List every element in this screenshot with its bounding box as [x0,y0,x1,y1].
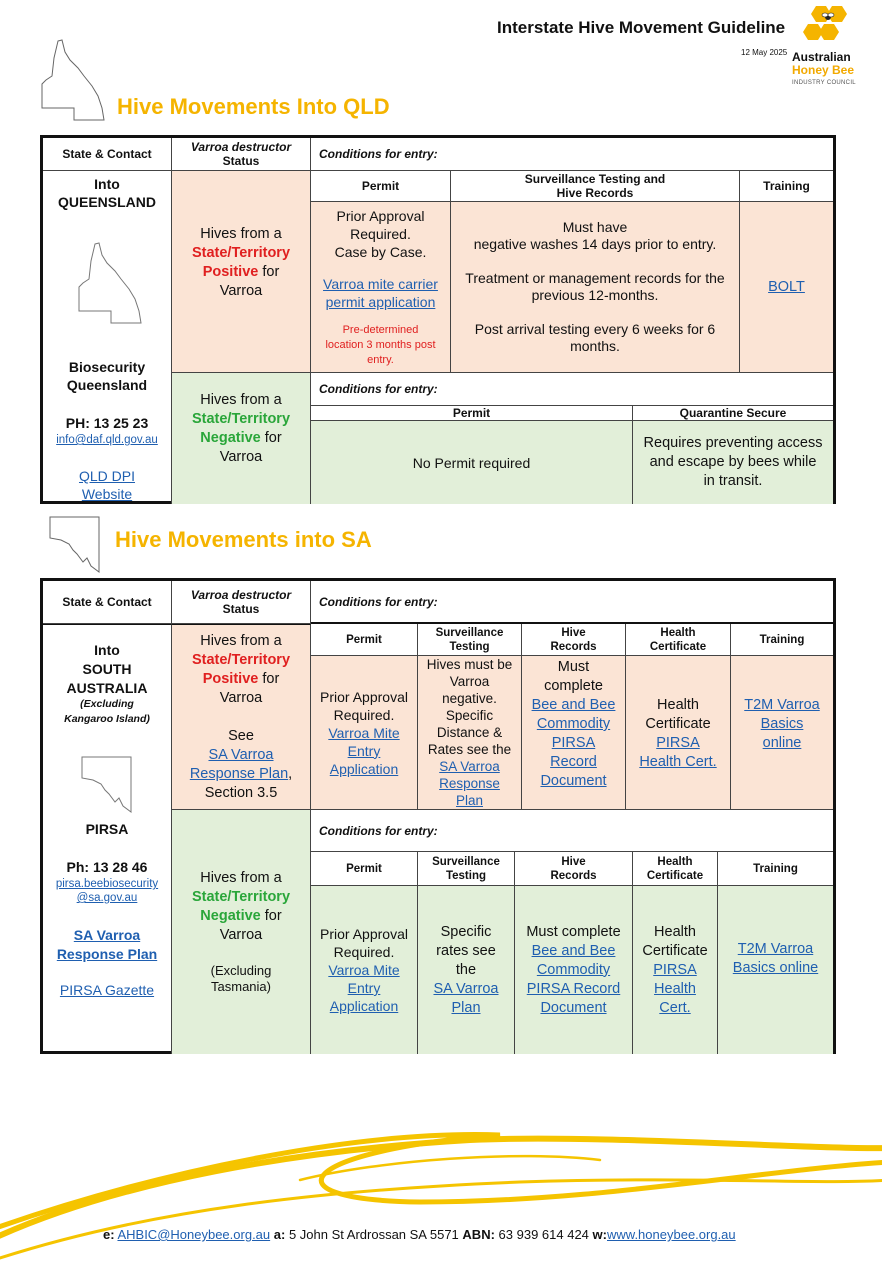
logo-text [792,51,856,90]
sa-neg-health-line1: Health [654,923,696,940]
qld-pos-head-permit-text: Permit [361,179,400,193]
sa-neg-permit [311,886,418,1054]
sa-pos-head-surv-line2: Testing [449,640,490,653]
sa-state-into: Into [94,642,120,658]
qld-agency-line1: Biosecurity [68,359,146,375]
qld-head-conditions-text: Conditions for entry: [319,147,438,161]
qld-pos-head-surveillance [451,171,740,202]
footer-email-link[interactable]: AHBIC@Honeybee.org.au [117,1227,271,1242]
sa-pos-health-line2: Certificate [645,716,711,732]
sa-pos-training-link-line3[interactable]: online [762,735,802,751]
qld-phone: PH: 13 25 23 [65,415,149,431]
qld-head-varroa [172,138,311,171]
qld-pos-surv-line4: previous 12-months. [531,287,659,303]
sa-pos-state-territory: State/Territory [191,651,291,668]
qld-neg-state-territory: State/Territory [191,411,291,427]
qld-pos-permit-line3: Case by Case. [334,243,427,260]
sa-neg-permit-line1: Prior Approval [320,926,408,942]
sa-pos-varroa: Varroa [219,689,263,706]
qld-pos-permit-note-line3: entry. [367,353,394,366]
qld-pos-surv-line3: Treatment or management records for the [465,270,725,286]
qld-website-link-line2[interactable]: Website [81,486,133,502]
sa-neg-records-link-line2[interactable]: Commodity [536,961,611,978]
qld-pos-surv-line2: negative washes 14 days prior to entry. [473,236,717,252]
sa-pos-records-link-line4[interactable]: Record [550,754,597,770]
qld-neg-permit-text: No Permit required [412,454,531,471]
sa-plan-link-line2[interactable]: Response Plan [56,946,158,962]
qld-head-state-text: State & Contact [62,147,152,161]
sa-neg-text1: Hives from a [200,870,282,886]
sa-pos-surv-link-line3[interactable]: Plan [455,793,484,808]
footer-address-label: a: [273,1227,286,1242]
sa-pos-records-link-line3[interactable]: PIRSA [551,735,596,751]
sa-pos-health-link-line2[interactable]: Health Cert. [639,754,717,770]
sa-pos-permit-link-line2[interactable]: Entry [347,742,381,759]
sa-neg-surveillance [418,886,515,1054]
qld-pos-text1: Hives from a [200,226,282,242]
qld-table [40,135,836,504]
sa-head-conditions [311,581,833,624]
sa-pos-head-records [522,624,626,656]
qld-pos-head-surv-line2: Hive Records [556,186,634,200]
sa-pos-training-link-line1[interactable]: T2M Varroa [744,697,820,713]
queensland-outline-icon [38,38,106,124]
qld-pos-for-word: for [258,264,280,280]
sa-pos-records-line1: Must [557,659,590,675]
footer-web-link[interactable]: www.honeybee.org.au [607,1227,736,1242]
sa-neg-excluding-line2: Tasmania) [211,979,271,994]
sa-head-state-text: State & Contact [62,595,152,609]
footer-address: 5 John St Ardrossan SA 5571 [288,1227,459,1242]
sa-email-link-line2[interactable]: @sa.gov.au [76,892,138,904]
sa-state-name-line2: AUSTRALIA [66,680,148,696]
qld-pos-state-territory: State/Territory [191,245,291,261]
south-australia-map-icon [79,754,135,816]
logo-line3: INDUSTRY COUNCIL [792,80,856,86]
sa-neg-surv-link-line2[interactable]: Plan [451,999,481,1016]
sa-head-state [43,581,172,624]
qld-neg-head-permit-text: Permit [452,406,491,420]
qld-neg-negative-word: Negative [200,430,261,446]
sa-pos-plan-link-line1[interactable]: SA Varroa [208,746,274,763]
sa-neg-varroa: Varroa [219,927,263,943]
footer-abn: 63 939 614 424 [498,1227,589,1242]
sa-pos-surv-line6: Rates see the [427,742,512,757]
sa-pos-health-link-line1[interactable]: PIRSA [656,735,700,751]
sa-pos-head-surv-line1: Surveillance [435,626,504,639]
sa-neg-head-training-text: Training [753,862,798,875]
sa-neg-conditions-text: Conditions for entry: [319,823,438,838]
qld-neg-permit [311,421,633,504]
sa-neg-training-link-line2[interactable]: Basics online [732,960,819,976]
qld-pos-surveillance [451,202,740,373]
sa-gazette-link[interactable]: PIRSA Gazette [59,982,155,998]
qld-state-name: QUEENSLAND [57,194,156,210]
sa-state-contact [43,624,172,1054]
sa-neg-health [633,886,718,1054]
qld-neg-quarantine-line1: Requires preventing access [643,435,823,451]
sa-neg-permit-line2: Required. [333,944,395,960]
sa-neg-head-permit-text: Permit [346,862,382,875]
sa-neg-records [515,886,633,1054]
sa-neg-head-records-line2: Records [550,869,597,882]
sa-pos-head-permit [311,624,418,656]
logo-line1: Australian [792,50,851,64]
sa-pos-head-permit-text: Permit [346,633,382,646]
qld-neg-conditions-text: Conditions for entry: [319,382,438,396]
qld-neg-head-quarantine-text: Quarantine Secure [679,406,787,420]
sa-neg-records-link-line4[interactable]: Document [540,999,607,1016]
queensland-map-icon [75,241,143,327]
sa-neg-head-health-line2: Certificate [646,869,704,882]
qld-state-contact [43,171,172,504]
sa-pos-records-link-line5[interactable]: Document [540,773,607,789]
qld-state-into: Into [94,176,120,192]
sa-neg-surv-line1: Specific [440,923,492,940]
sa-pos-head-health [626,624,731,656]
sa-pos-health [626,656,731,810]
sa-pos-permit-line2: Required. [333,706,395,723]
qld-neg-head-permit [311,405,633,421]
sa-head-varroa-status: Status [222,602,260,616]
sa-pos-records-line2: complete [544,678,603,694]
sa-neg-state-territory: State/Territory [191,889,291,905]
sa-neg-head-training [718,852,833,886]
sa-pos-records-link-line1[interactable]: Bee and Bee [531,697,616,713]
sa-head-conditions-text: Conditions for entry: [319,594,438,609]
sa-neg-health-link-line2[interactable]: Health [654,980,696,997]
qld-negative-status [172,373,311,504]
sa-plan-link-line1[interactable]: SA Varroa [73,927,141,943]
sa-positive-status [172,624,311,810]
qld-pos-permit-note-line2: location 3 months post [325,338,436,351]
sa-neg-health-link-line3[interactable]: Cert. [659,999,691,1016]
sa-neg-surv-link-line1[interactable]: SA Varroa [433,980,499,997]
qld-website-link-line1[interactable]: QLD DPI [78,468,135,484]
document-date: 12 May 2025 [741,48,788,57]
qld-pos-positive-word: Positive [202,264,259,280]
qld-pos-permit-link-line2[interactable]: permit application [325,293,436,310]
qld-pos-permit [311,202,451,373]
footer-email-label: e: [103,1227,115,1242]
sa-neg-head-surveillance [418,852,515,886]
footer-web-label: w: [592,1227,607,1242]
qld-neg-conditions [311,373,833,405]
sa-section-title: Hive Movements into SA [115,527,372,552]
sa-neg-head-records [515,852,633,886]
sa-pos-surv-line4: Specific [445,708,494,723]
qld-head-varroa-status: Status [222,154,260,168]
qld-head-conditions [311,138,833,171]
qld-neg-text1: Hives from a [200,392,282,408]
qld-agency-line2: Queensland [66,377,148,393]
sa-pos-head-training-text: Training [759,633,805,646]
qld-pos-head-permit [311,171,451,202]
sa-phone: Ph: 13 28 46 [66,859,148,875]
sa-pos-surv-line3: negative. [442,691,497,706]
qld-pos-head-training-text: Training [763,179,810,193]
sa-table [40,578,836,1054]
qld-pos-head-surv-line1: Surveillance Testing and [524,172,666,186]
qld-pos-permit-line2: Required. [350,225,411,242]
sa-pos-permit-line1: Prior Approval [320,688,408,705]
sa-pos-records [522,656,626,810]
qld-pos-permit-note-line1: Pre-determined [342,323,419,336]
sa-pos-head-training [731,624,833,656]
sa-pos-head-records-line2: Records [550,640,597,653]
sa-pos-surv-link-line2[interactable]: Response [439,776,500,791]
qld-positive-status [172,171,311,373]
sa-pos-surv-link-line1[interactable]: SA Varroa [439,759,500,774]
sa-pos-health-line1: Health [657,697,699,713]
sa-neg-head-surv-line1: Surveillance [432,855,500,868]
sa-neg-health-link-line1[interactable]: PIRSA [653,961,697,978]
sa-neg-head-records-line1: Hive [561,855,586,868]
qld-neg-quarantine-line3: in transit. [703,473,763,489]
qld-pos-training-link[interactable]: BOLT [768,278,805,295]
sa-pos-training [731,656,833,810]
sa-neg-records-link-line1[interactable]: Bee and Bee [531,942,616,959]
qld-neg-head-quarantine [633,405,833,421]
sa-neg-surv-line3: the [455,961,477,978]
qld-head-state [43,138,172,171]
footer [103,1227,736,1242]
sa-agency: PIRSA [85,821,129,837]
document-title: Interstate Hive Movement Guideline [497,18,786,37]
sa-pos-text1: Hives from a [200,632,282,649]
sa-neg-records-line1: Must complete [526,923,621,940]
sa-neg-head-surv-line2: Testing [445,869,487,882]
sa-pos-surv-line2: Varroa [449,674,490,689]
sa-pos-head-health-line1: Health [660,626,696,639]
sa-email-link-line1[interactable]: pirsa.beebiosecurity [55,878,159,890]
sa-pos-for-word: for [258,670,280,687]
qld-pos-surv-line1: Must have [562,219,628,235]
qld-head-varroa-em: Varroa destructor [190,140,292,154]
sa-pos-surveillance [418,656,522,810]
qld-pos-permit-line1: Prior Approval [336,207,425,224]
sa-neg-surv-line2: rates see [436,942,496,959]
sa-pos-plan-link-line2[interactable]: Response Plan [189,765,289,782]
sa-head-varroa [172,581,311,624]
sa-pos-see: See [228,727,254,744]
sa-pos-surv-line1: Hives must be [426,657,513,672]
sa-pos-training-link-line2[interactable]: Basics [760,716,804,732]
sa-pos-surv-line5: Distance & [436,725,503,740]
qld-section-title: Hive Movements Into QLD [117,94,390,119]
sa-state-name-line1: SOUTH [82,661,132,677]
sa-neg-conditions [311,810,833,852]
qld-neg-quarantine [633,421,833,504]
qld-pos-head-training [740,171,833,202]
qld-neg-for-word: for [260,430,282,446]
qld-email-link[interactable]: info@daf.qld.gov.au [56,434,158,446]
sa-pos-head-surveillance [418,624,522,656]
sa-pos-head-records-line1: Hive [561,626,586,639]
sa-pos-permit-link-line1[interactable]: Varroa Mite [328,724,400,741]
sa-neg-head-health-line1: Health [657,855,693,868]
qld-neg-quarantine-line2: and escape by bees while [649,454,817,470]
sa-pos-head-health-line2: Certificate [649,640,707,653]
sa-neg-head-health [633,852,718,886]
sa-pos-section-line: , Section 3.5 [204,765,293,801]
sa-head-varroa-em: Varroa destructor [190,588,292,602]
sa-neg-permit-link-line1[interactable]: Varroa Mite [328,962,400,978]
qld-pos-varroa: Varroa [219,283,263,299]
sa-neg-excluding-line1: (Excluding [210,963,272,978]
qld-pos-training [740,202,833,373]
sa-excluding-line2: Kangaroo Island) [64,713,150,725]
sa-neg-negative-word: Negative [200,908,261,924]
south-australia-outline-icon [47,514,103,576]
sa-pos-positive-word: Positive [202,670,259,687]
qld-pos-surv-line6: months. [570,338,620,354]
sa-neg-permit-link-line3[interactable]: Application [329,998,399,1014]
sa-neg-permit-link-line2[interactable]: Entry [347,980,381,996]
sa-neg-training [718,886,833,1054]
sa-neg-training-link-line1[interactable]: T2M Varroa [737,941,814,957]
footer-abn-label: ABN: [462,1227,495,1242]
sa-excluding-line1: (Excluding [80,698,134,710]
sa-pos-permit-link-line3[interactable]: Application [329,760,399,777]
sa-pos-permit [311,656,418,810]
sa-neg-health-line2: Certificate [642,942,708,959]
qld-pos-permit-link-line1[interactable]: Varroa mite carrier [323,275,438,292]
sa-neg-head-permit [311,852,418,886]
sa-pos-records-link-line2[interactable]: Commodity [536,716,611,732]
sa-neg-records-link-line3[interactable]: PIRSA Record [526,980,621,997]
logo-line2: Honey Bee [792,63,855,77]
sa-negative-status [172,810,311,1054]
qld-neg-varroa: Varroa [219,449,263,465]
qld-pos-surv-line5: Post arrival testing every 6 weeks for 6 [474,321,716,337]
sa-neg-for-word: for [260,908,282,924]
